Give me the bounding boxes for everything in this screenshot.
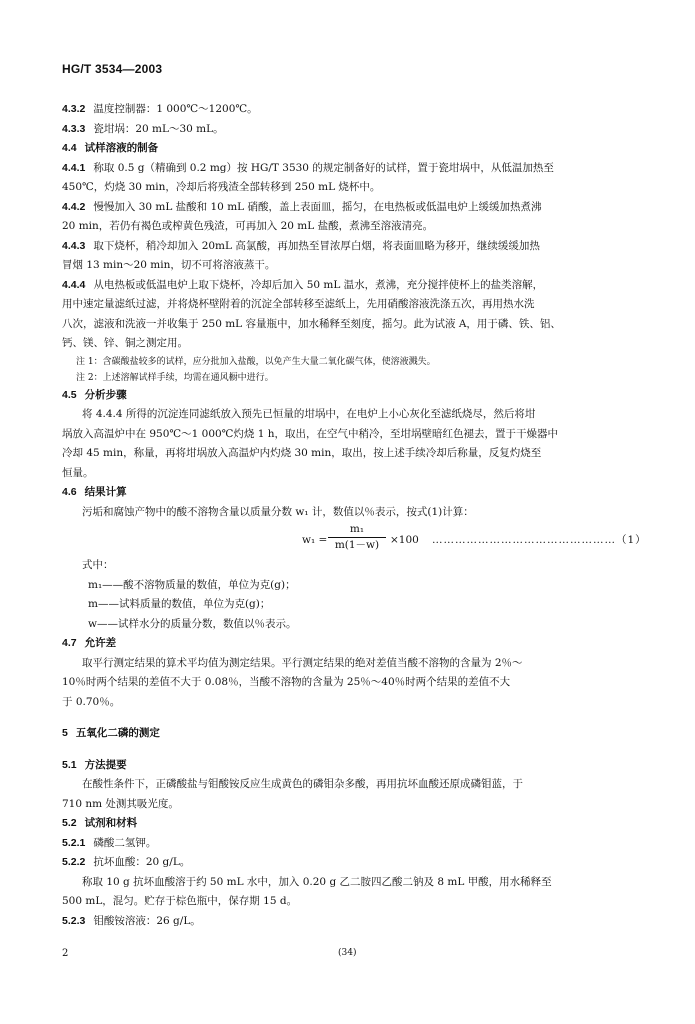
spacer [62,712,662,724]
clause-4-4-4: 4.4.4 从电热板或低温电炉上取下烧杯，冷却后加入 50 mL 温水，煮沸，充分搅拌使杯上的盐类溶解， [62,278,544,291]
clause-4-4-1-cont: 450℃，灼烧 30 min，冷却后将残渣全部转移到 250 mL 烧杯中。 [62,181,381,193]
heading-5-2: 5.2 试剂和材料 [62,817,138,829]
clause-4-4-4-cont: 钙、镁、锌、铜之测定用。 [62,337,188,349]
document-body [62,100,662,931]
heading-5: 5 五氧化二磷的测定 [62,727,160,739]
clause-4-3-2: 4.3.2 温度控制器：1 000℃～1200℃。 [62,103,258,115]
formula-multiplier: ×100 [390,534,419,546]
sequence-number: (34) [338,948,357,958]
heading-5-1: 5.1 方法提要 [62,758,127,771]
para-5-2-2-cont: 500 mL，混匀。贮存于棕色瓶中，保存期 15 d。 [62,895,298,907]
formula-fraction [328,522,386,553]
note-2: 注 2：上述溶解试样手续，均需在通风橱中进行。 [76,372,274,383]
clause-4-3-3: 4.3.3 瓷坩埚：20 mL～30 mL。 [62,122,224,135]
para-4-5-cont: 恒量。 [62,466,94,479]
para-5-2-2: 称取 10 g 抗坏血酸溶于约 50 mL 水中，加入 0.20 g 乙二胺四乙酸二钠及 8 mL 甲酸，用水稀释至 [82,875,552,888]
para-4-5: 将 4.4.4 所得的沉淀连同滤纸放入预先已恒量的坩埚中，在电炉上小心灰化至滤纸烧尽，然后将坩 [82,408,536,420]
para-4-6-intro: 污垢和腐蚀产物中的酸不溶物含量以质量分数 w₁ 计，数值以％表示，按式(1)计算： [82,505,474,518]
para-5-1-cont: 710 nm 处测其吸光度。 [62,797,179,810]
clause-4-4-4-cont: 用中速定量滤纸过滤，并将烧杯壁附着的沉淀全部转移至滤纸上，先用硝酸溶液洗涤五次，再用热水洗 [62,298,535,310]
para-4-7: 取平行测定结果的算术平均值为测定结果。平行测定结果的绝对差值当酸不溶物的含量为 2％～ [82,656,523,669]
standard-header: HG/T 3534—2003 [62,62,163,76]
spacer [62,744,662,756]
variable-definition: m₁——酸不溶物质量的数值，单位为克(g)； [88,578,296,591]
heading-4-6: 4.6 结果计算 [62,486,127,498]
para-5-1: 在酸性条件下，正磷酸盐与钼酸铵反应生成黄色的磷钼杂多酸，再用抗坏血酸还原成磷钼蓝，于 [82,778,523,790]
clause-4-4-2: 4.4.2 慢慢加入 30 mL 盐酸和 10 mL 硝酸，盖上表面皿，摇匀，在电热板或低温电炉上缓缓加热煮沸 [62,200,542,213]
clause-4-4-3: 4.4.3 取下烧杯，稍冷却加入 20mL 高氯酸，再加热至冒浓厚白烟，将表面皿略为移开，继续缓缓加热 [62,239,540,252]
where-label: 式中： [82,559,114,571]
para-4-7-cont: 10％时两个结果的差值不大于 0.08％，当酸不溶物的含量为 25％～40％时两个结果的差值不大 [62,676,511,688]
variable-definition: w——试样水分的质量分数，数值以％表示。 [88,617,297,630]
para-4-5-cont: 冷却 45 min，称量，再将坩埚放入高温炉内灼烧 30 min，取出，按上述手续冷却后称量，反复灼烧至 [62,447,542,459]
clause-4-4-4-cont: 八次，滤液和洗液一并收集于 250 mL 容量瓶中，加水稀释至刻度，摇匀。此为试液 A，用于磷、铁、铝、 [62,317,561,330]
formula-dots-and-number: …………………………………………（1） [432,534,647,546]
page-number: 2 [62,948,69,959]
formula-lhs: w₁ = [302,534,328,546]
heading-4-5: 4.5 分析步骤 [62,388,127,401]
heading-4-7: 4.7 允许差 [62,637,117,649]
para-4-7-cont: 于 0.70％。 [62,695,121,708]
formula-numerator: m₁ [328,522,386,538]
clause-4-4-2-cont: 20 min，若仍有褐色或榨黄色残渣，可再加入 20 mL 盐酸，煮沸至溶液清亮。 [62,220,434,232]
formula-denominator: m(1－w) [334,539,380,551]
clause-5-2-1: 5.2.1 磷酸二氢钾。 [62,836,157,849]
clause-5-2-2: 5.2.2 抗坏血酸：20 g/L。 [62,856,191,868]
note-1: 注 1：含碳酸盐较多的试样，应分批加入盐酸，以免产生大量二氧化碳气体，使溶液溅失。 [76,356,436,367]
clause-4-4-1: 4.4.1 称取 0.5 g（精确到 0.2 mg）按 HG/T 3530 的规定制备好的试样，置于瓷坩埚中，从低温加热至 [62,161,554,174]
clause-5-2-3: 5.2.3 钼酸铵溶液：26 g/L。 [62,914,201,927]
formula-1 [62,522,662,556]
clause-4-4-3-cont: 冒烟 13 min～20 min，切不可将溶液蒸干。 [62,259,276,271]
heading-4-4: 4.4 试样溶液的制备 [62,142,159,154]
para-4-5-cont: 埚放入高温炉中在 950℃～1 000℃灼烧 1 h，取出，在空气中稍冷，至坩埚壁暗红色褪去，置于干燥器中 [62,427,559,440]
variable-definition: m——试料质量的数值，单位为克(g)； [88,598,271,610]
